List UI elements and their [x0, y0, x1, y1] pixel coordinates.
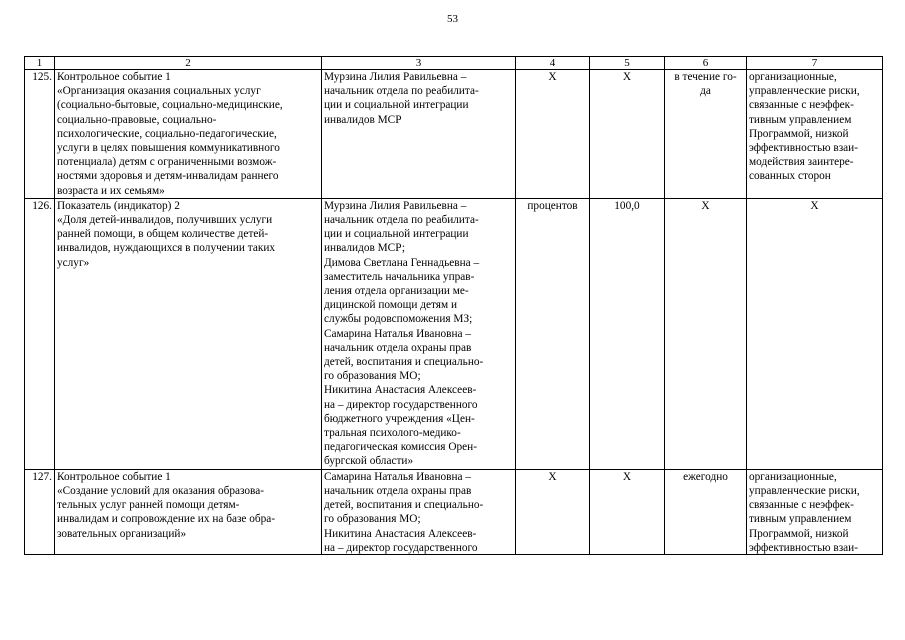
text-line: дицинской помощи детям и: [324, 299, 457, 312]
column-number-row: [25, 57, 883, 70]
unit-cell: X: [516, 469, 590, 554]
cell-content: [749, 470, 880, 554]
responsible-persons: [322, 198, 516, 469]
col-header: 5: [590, 57, 665, 70]
text-line: услуг»: [57, 256, 90, 269]
text-line: эффективностью взаи-: [749, 142, 858, 155]
text-line: (социально-бытовые, социально-медицинские,: [57, 99, 283, 112]
table-row: [25, 469, 883, 554]
text-line: Самарина Наталья Ивановна –: [324, 327, 472, 340]
text-line: инвалидов МСР;: [324, 242, 406, 255]
text-line: заместитель начальника управ-: [324, 270, 475, 283]
col-header: 4: [516, 57, 590, 70]
text-line: начальник отдела охраны прав: [324, 341, 472, 354]
table-row: [25, 198, 883, 469]
text-line: Показатель (индикатор) 2: [57, 199, 180, 212]
cell-content: [324, 470, 513, 554]
col-header: 1: [25, 57, 55, 70]
unit-cell: X: [516, 70, 590, 199]
text-line: го образования МО;: [324, 513, 421, 526]
text-line: в течение го-: [674, 71, 737, 83]
text-line: Димова Светлана Геннадьевна –: [324, 256, 480, 269]
text-line: управленческие риски,: [749, 484, 860, 497]
text-line: «Доля детей-инвалидов, получивших услуги: [57, 214, 273, 227]
text-line: тельных услуг ранней помощи детям-: [57, 499, 240, 512]
text-line: Самарина Наталья Ивановна –: [324, 470, 472, 483]
text-line: зовательных организаций»: [57, 527, 187, 540]
text-line: услуги в целях повышения коммуникативного: [57, 142, 280, 155]
responsible-persons: [322, 469, 516, 554]
text-line: Никитина Анастасия Алексеев-: [324, 527, 477, 540]
text-line: начальник отдела по реабилита-: [324, 214, 479, 227]
text-line: инвалидам и сопровождение их на базе обра-: [57, 513, 276, 526]
text-line: го образования МО;: [324, 370, 421, 383]
text-line: модействия заинтере-: [749, 156, 854, 169]
row-number: 125.: [25, 70, 55, 199]
value-cell: 100,0: [590, 198, 665, 469]
text-line: Программой, низкой: [749, 127, 849, 140]
text-line: связанные с неэффек-: [749, 499, 854, 512]
text-line: детей, воспитания и специально-: [324, 356, 484, 369]
col-header: 3: [322, 57, 516, 70]
indicator-description: [55, 198, 322, 469]
text-line: тральная психолого-медико-: [324, 427, 461, 440]
text-line: связанные с неэффек-: [749, 99, 854, 112]
text-line: Программой, низкой: [749, 527, 849, 540]
text-line: на – директор государственного: [324, 398, 478, 411]
text-line: Контрольное событие 1: [57, 470, 171, 483]
deadline-cell: [665, 70, 747, 199]
col-header: 6: [665, 57, 747, 70]
text-line: бургской области»: [324, 455, 414, 468]
text-line: ции и социальной интеграции: [324, 99, 469, 112]
risks-cell: [747, 469, 883, 554]
text-line: педагогическая комиссия Орен-: [324, 441, 477, 454]
text-line: Контрольное событие 1: [57, 71, 171, 83]
text-line: Мурзина Лилия Равильевна –: [324, 199, 467, 212]
text-line: ностями здоровья и детям-инвалидам раннего: [57, 170, 279, 183]
deadline-cell: ежегодно: [665, 469, 747, 554]
text-line: начальник отдела по реабилита-: [324, 85, 479, 98]
text-line: сованных сторон: [749, 170, 831, 183]
risks-cell: [747, 70, 883, 199]
text-line: инвалидов, нуждающихся в получении таких: [57, 242, 276, 255]
row-number: 126.: [25, 198, 55, 469]
text-line: детей, воспитания и специально-: [324, 499, 484, 512]
row-number: 127.: [25, 469, 55, 554]
risks-cell: X: [747, 198, 883, 469]
text-line: ления отдела организации ме-: [324, 285, 469, 298]
text-line: психологические, социально-педагогические,: [57, 127, 277, 140]
text-line: тивным управлением: [749, 513, 852, 526]
value-cell: X: [590, 70, 665, 199]
text-line: эффективностью взаи-: [749, 541, 858, 554]
text-line: Мурзина Лилия Равильевна –: [324, 71, 467, 83]
text-line: да: [700, 85, 711, 98]
event-description: [55, 70, 322, 199]
text-line: службы родовспоможения МЗ;: [324, 313, 473, 326]
col-header: 7: [747, 57, 883, 70]
table-row: [25, 70, 883, 199]
cell-content: [57, 470, 319, 541]
text-line: организационные,: [749, 71, 837, 83]
text-line: ранней помощи, в общем количестве детей-: [57, 228, 269, 241]
text-line: Никитина Анастасия Алексеев-: [324, 384, 477, 397]
text-line: инвалидов МСР: [324, 113, 402, 126]
plan-table: [24, 56, 883, 555]
text-line: на – директор государственного: [324, 541, 478, 554]
text-line: организационные,: [749, 470, 837, 483]
text-line: потенциала) детям с ограниченными возмож-: [57, 156, 277, 169]
text-line: возраста и их семьям»: [57, 184, 165, 197]
responsible-persons: [322, 70, 516, 199]
unit-cell: процентов: [516, 198, 590, 469]
text-line: начальник отдела охраны прав: [324, 484, 472, 497]
text-line: социально-правовые, социально-: [57, 113, 217, 126]
text-line: бюджетного учреждения «Цен-: [324, 412, 475, 425]
text-line: «Организация оказания социальных услуг: [57, 85, 261, 98]
col-header: 2: [55, 57, 322, 70]
text-line: «Создание условий для оказания образова-: [57, 484, 265, 497]
text-line: тивным управлением: [749, 113, 852, 126]
text-line: управленческие риски,: [749, 85, 860, 98]
deadline-cell: X: [665, 198, 747, 469]
text-line: ции и социальной интеграции: [324, 228, 469, 241]
page-number: 53: [447, 13, 458, 25]
event-description: [55, 469, 322, 554]
value-cell: X: [590, 469, 665, 554]
